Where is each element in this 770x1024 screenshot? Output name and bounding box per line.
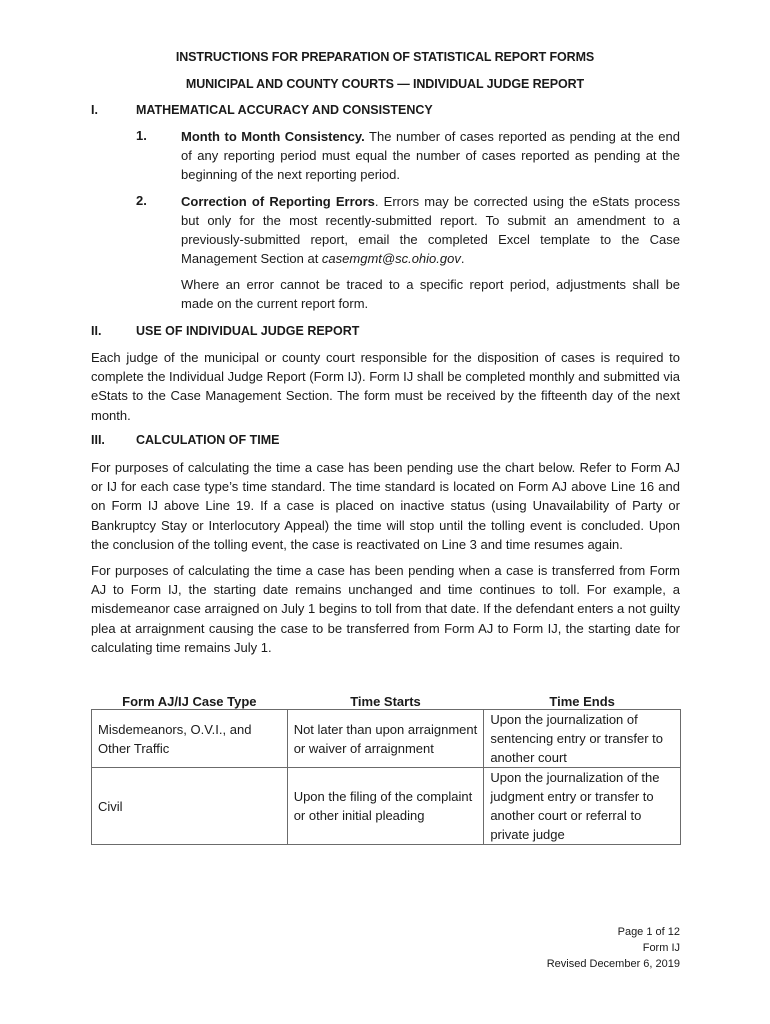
section-1-heading: MATHEMATICAL ACCURACY AND CONSISTENCY <box>136 103 433 117</box>
item-2-body: . Errors may be corrected using the eStats process but only for the most recently-submitted report. To submit an amendment to a previously-submitted report, email the completed Excel template to the Case Management Section at <box>181 194 680 266</box>
revision-date: Revised December 6, 2019 <box>546 958 680 970</box>
cell-time-ends: Upon the journalization of sentencing entry or transfer to another court <box>484 710 681 768</box>
section-2-heading: USE OF INDIVIDUAL JUDGE REPORT <box>136 324 360 338</box>
cell-time-starts: Upon the filing of the complaint or other initial pleading <box>287 768 484 845</box>
document-title: INSTRUCTIONS FOR PREPARATION OF STATISTICAL REPORT FORMS <box>175 50 595 64</box>
section-2-paragraph: Each judge of the municipal or county court responsible for the disposition of cases is required to complete the Individual Judge Report (Form IJ). Form IJ shall be completed monthly and submitted via eStats to the Case Management Section. The form must be received by the fifteenth day of the next month. <box>91 350 680 423</box>
page-number: Page 1 of 12 <box>617 926 680 938</box>
section-3-number: III. <box>91 433 105 447</box>
item-1-text <box>181 127 680 184</box>
item-2-lead: Correction of Reporting Errors <box>181 194 375 209</box>
email-link[interactable]: casemgmt@sc.ohio.gov <box>321 251 461 266</box>
table-row <box>92 768 681 845</box>
document-subtitle: MUNICIPAL AND COUNTY COURTS — INDIVIDUAL JUDGE REPORT <box>185 77 585 91</box>
table-header-row <box>92 690 681 710</box>
cell-time-ends: Upon the journalization of the judgment entry or transfer to another court or referral to private judge <box>484 768 681 845</box>
item-2-number: 2. <box>136 193 147 208</box>
item-1-body: The number of cases reported as pending at the end of any reporting period must equal the number of cases reported as pending at the beginning of the next reporting period. <box>181 129 680 182</box>
item-2-text <box>181 192 680 268</box>
item-1-lead: Month to Month Consistency. <box>181 129 365 144</box>
section-2-number: II. <box>91 324 102 338</box>
section-3-paragraph-2: For purposes of calculating the time a case has been pending when a case is transferred from Form AJ to Form IJ, the starting date remains unchanged and time continues to toll. For example, a misdemeanor case arraigned on July 1 begins to toll from that date. If the defendant enters a not guilty plea at arraignment causing the case to be transferred from Form AJ to Form IJ, the starting date for calculating time remains July 1. <box>91 563 680 655</box>
item-2-end: . <box>460 251 465 266</box>
header-time-ends: Time Ends <box>549 694 615 709</box>
form-name: Form IJ <box>642 942 680 954</box>
header-time-starts: Time Starts <box>350 694 421 709</box>
table-row <box>92 710 681 768</box>
cell-case-type: Misdemeanors, O.V.I., and Other Traffic <box>92 710 288 768</box>
header-case-type: Form AJ/IJ Case Type <box>122 694 257 709</box>
time-table <box>91 690 681 845</box>
section-3-paragraph-1: For purposes of calculating the time a case has been pending use the chart below. Refer to Form AJ or IJ for each case type’s time standard. The time standard is located on Form AJ above Line 16 and on Form IJ above Line 19. If a case is placed on inactive status (using Unavailability of Party or Bankruptcy Stay or Interlocutory Appeal) the time will stop until the tolling event is concluded. Upon the conclusion of the tolling event, the case is reactivated on Line 3 and time resumes again. <box>91 460 680 552</box>
cell-case-type: Civil <box>92 768 288 845</box>
item-1-number: 1. <box>136 128 147 143</box>
page-footer <box>547 924 680 972</box>
section-3-heading: CALCULATION OF TIME <box>136 433 280 447</box>
section-1-number: I. <box>91 103 98 117</box>
cell-time-starts: Not later than upon arraignment or waiver of arraignment <box>287 710 484 768</box>
error-note: Where an error cannot be traced to a specific report period, adjustments shall be made on the current report form. <box>181 277 680 311</box>
